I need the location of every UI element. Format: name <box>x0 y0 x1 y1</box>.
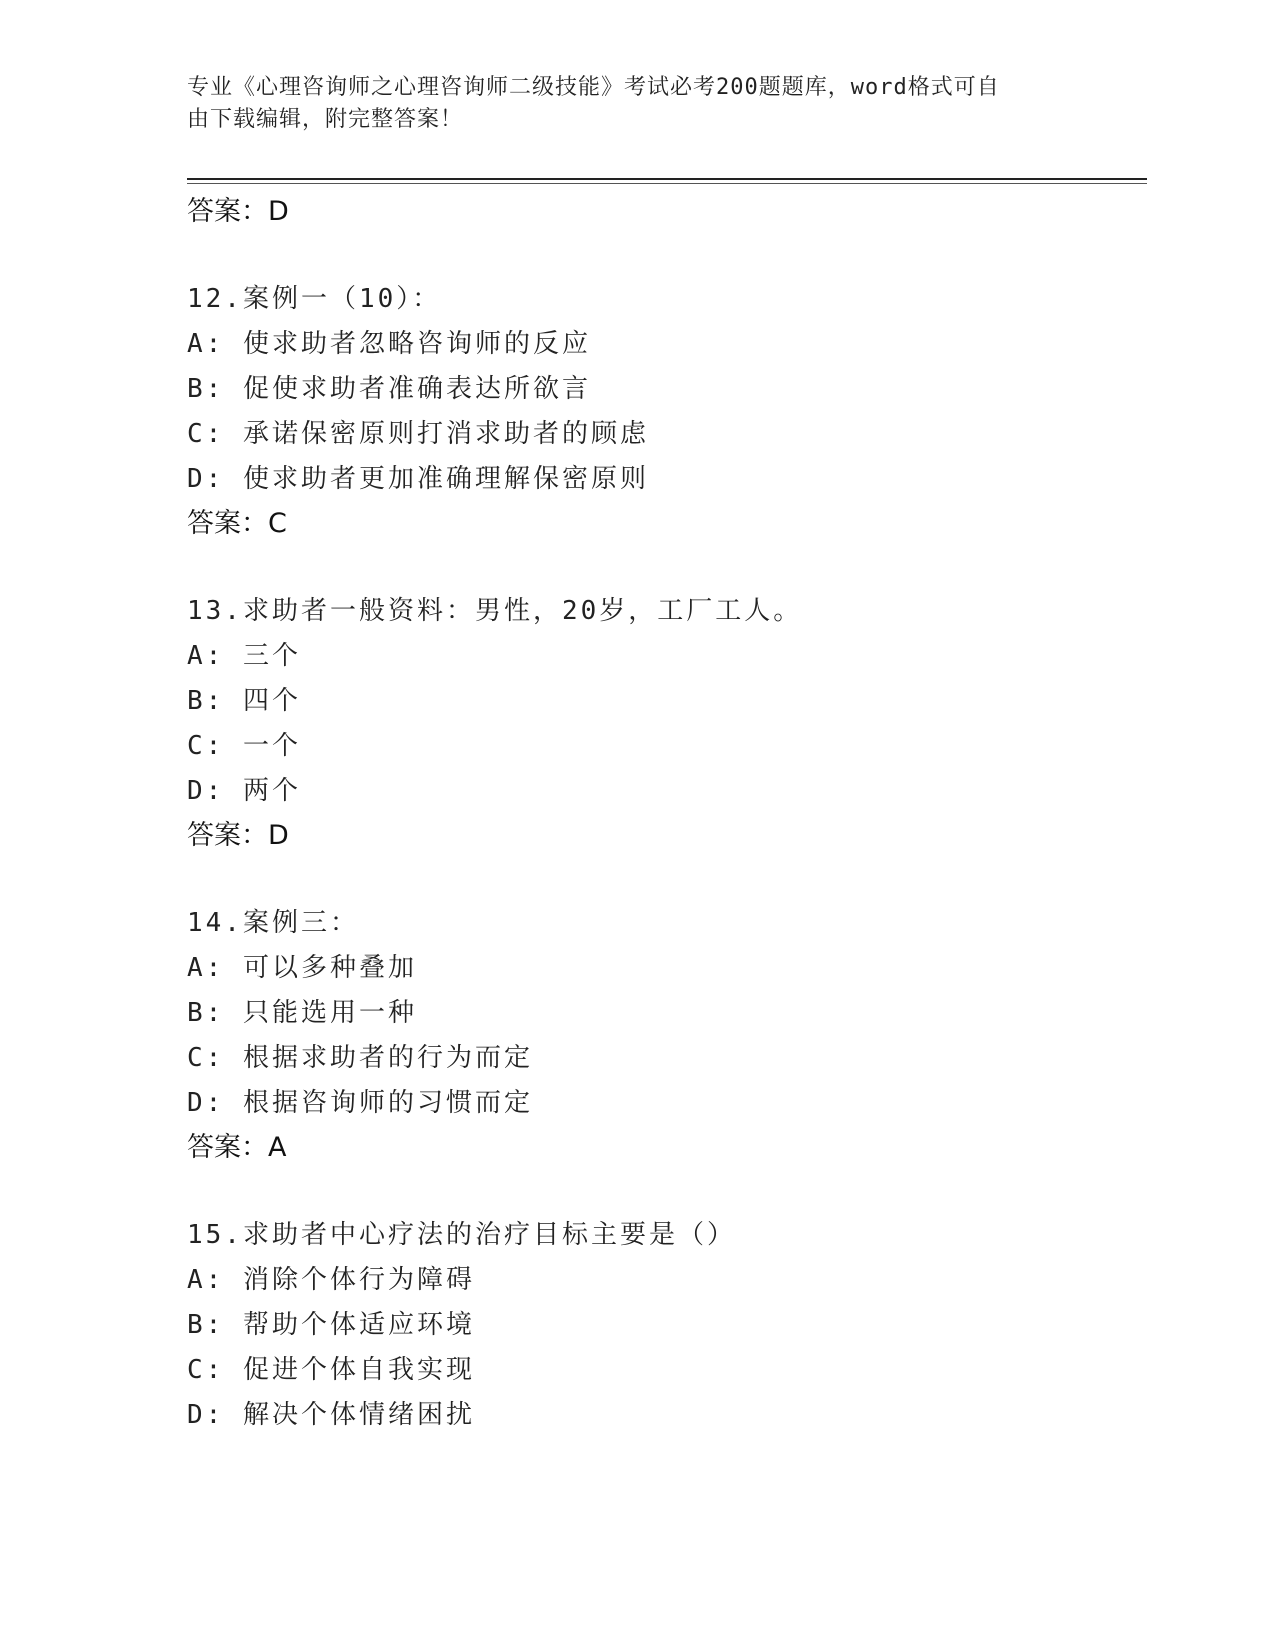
option-a: A: 使求助者忽略咨询师的反应 <box>187 329 591 359</box>
option-a: A: 可以多种叠加 <box>187 953 417 983</box>
option-b: B: 只能选用一种 <box>187 998 417 1028</box>
option-a: A: 消除个体行为障碍 <box>187 1265 475 1295</box>
question-stem: 15.求助者中心疗法的治疗目标主要是（） <box>187 1220 736 1250</box>
header-divider-thick <box>187 178 1147 180</box>
option-d: D: 使求助者更加准确理解保密原则 <box>187 464 649 494</box>
option-b: B: 促使求助者准确表达所欲言 <box>187 374 591 404</box>
question-14 <box>187 901 1127 1170</box>
option-b: B: 四个 <box>187 686 301 716</box>
question-12 <box>187 277 1127 546</box>
question-13 <box>187 589 1127 858</box>
header-line-2: 由下载编辑，附完整答案！ <box>187 107 464 132</box>
option-d: D: 根据咨询师的习惯而定 <box>187 1088 533 1118</box>
question-15 <box>187 1213 1127 1438</box>
document-body <box>187 190 1127 1438</box>
question-stem: 13.求助者一般资料：男性，20岁，工厂工人。 <box>187 596 803 626</box>
header-divider-thin <box>187 183 1147 184</box>
document-header <box>187 72 1067 136</box>
option-c: C: 承诺保密原则打消求助者的顾虑 <box>187 419 649 449</box>
option-b: B: 帮助个体适应环境 <box>187 1310 475 1340</box>
option-c: C: 促进个体自我实现 <box>187 1355 475 1385</box>
option-a: A: 三个 <box>187 641 301 671</box>
option-c: C: 一个 <box>187 731 301 761</box>
answer-previous: 答案：D <box>187 196 289 227</box>
option-d: D: 两个 <box>187 776 301 806</box>
question-stem: 14.案例三： <box>187 908 359 938</box>
option-c: C: 根据求助者的行为而定 <box>187 1043 533 1073</box>
header-line-1: 专业《心理咨询师之心理咨询师二级技能》考试必考200题题库，word格式可自 <box>187 75 1000 100</box>
answer-line: 答案：C <box>187 508 287 539</box>
answer-line: 答案：D <box>187 820 289 851</box>
answer-line: 答案：A <box>187 1132 287 1163</box>
question-stem: 12.案例一（10）： <box>187 284 442 314</box>
option-d: D: 解决个体情绪困扰 <box>187 1400 475 1430</box>
